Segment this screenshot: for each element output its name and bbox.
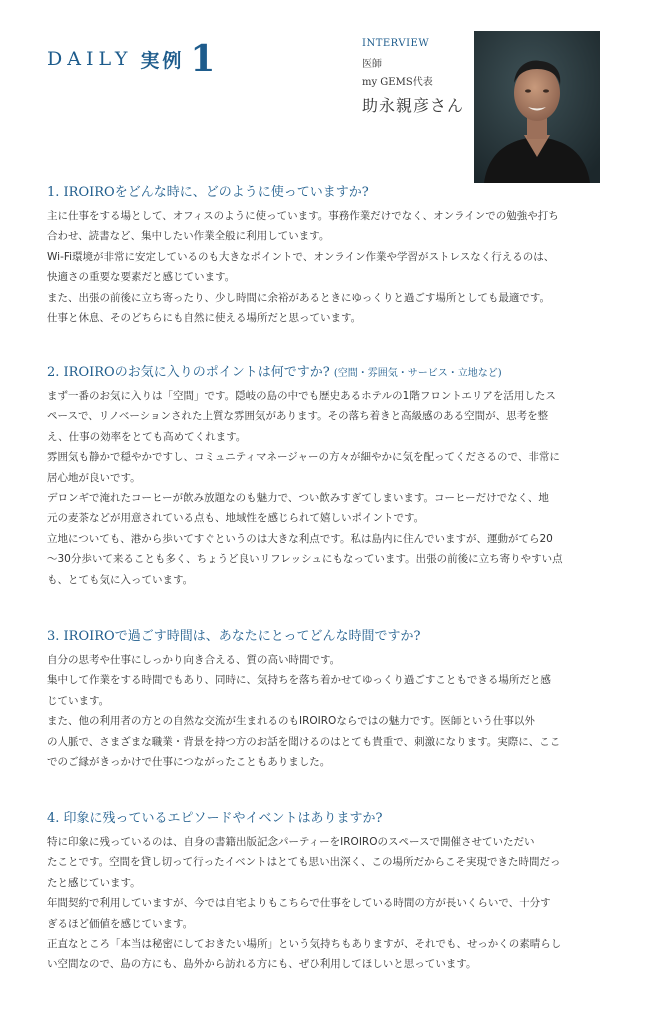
qa-section-3 — [47, 625, 605, 772]
answer-4 — [47, 832, 605, 975]
interviewee-role: 医師 — [362, 59, 382, 70]
answer-line: も、とても気に入っています。 — [47, 573, 194, 586]
answer-line: 快適さの重要な要素だと感じています。 — [47, 271, 236, 284]
answer-line: い空間なので、島の方にも、島外から訪れる方にも、ぜひ利用してほしいと思っています。 — [47, 958, 477, 971]
portrait-illustration — [474, 31, 600, 183]
question-1: 1. IROIROをどんな時に、どのように使っていますか? — [47, 185, 369, 200]
answer-line: 仕事と休息、そのどちらにも自然に使える場所だと思っています。 — [47, 312, 362, 325]
answer-line: Wi-Fi環境が非常に安定しているのも大きなポイントで、オンライン作業や学習がストレスなく行えるのは、 — [47, 250, 555, 263]
interviewee-info — [362, 38, 464, 116]
page-title — [47, 38, 215, 80]
interviewee-org: my GEMS代表 — [362, 77, 433, 88]
answer-line: じています。 — [47, 694, 110, 707]
answer-line: 自分の思考や仕事にしっかり向き合える、質の高い時間です。 — [47, 654, 341, 666]
question-2-note: (空間・雰囲気・サービス・立地など) — [333, 368, 502, 379]
answer-line: ペースで、リノベーションされた上質な雰囲気があります。その落ち着きと高級感のある空間が、思考を整 — [47, 410, 549, 423]
title-jp: 実例 — [140, 49, 185, 72]
answer-line: まず一番のお気に入りは「空間」です。隠岐の島の中でも歴史あるホテルの1階フロントエリアを活用したス — [47, 390, 556, 402]
answer-3 — [47, 650, 605, 772]
answer-line: 雰囲気も静かで穏やかですし、コミュニティマネージャーの方々が細やかに気を配ってくださるので、非常に — [47, 451, 560, 464]
question-4: 4. 印象に残っているエピソードやイベントはありますか? — [47, 811, 383, 826]
interview-label: INTERVIEW — [362, 38, 430, 49]
answer-line: の人脈で、さまざまな職業・背景を持つ方のお話を聞けるのはとても貴重で、刺激になります。実際に、ここ — [47, 735, 561, 748]
answer-line: 正直なところ「本当は秘密にしておきたい場所」という気持ちもありますが、それでも、せっかくの素晴らし — [47, 938, 562, 951]
qa-section-2 — [47, 361, 605, 590]
answer-line: 立地についても、港から歩いてすぐというのは大きな利点です。私は島内に住んでいますが、運動がてら20 — [47, 532, 553, 545]
answer-line: え、仕事の効率をとても高めてくれます。 — [47, 430, 247, 443]
title-number: 1 — [190, 38, 216, 80]
title-latin: DAILY — [47, 48, 133, 70]
answer-line: たと感じています。 — [47, 876, 141, 889]
question-2-text: 2. IROIROのお気に入りのポイントは何ですか? — [47, 365, 330, 380]
answer-line: 元の麦茶などが用意されている点も、地域性を感じられて嬉しいポイントです。 — [47, 512, 425, 525]
portrait-photo — [474, 31, 600, 183]
answer-line: デロンギで淹れたコーヒーが飲み放題なのも魅力で、つい飲みすぎてしまいます。コーヒーだけでなく、地 — [47, 492, 549, 505]
qa-section-4 — [47, 807, 605, 975]
question-2 — [47, 361, 605, 380]
answer-line: また、他の利用者の方との自然な交流が生まれるのもIROIROならではの魅力です。医師という仕事以外 — [47, 715, 535, 728]
answer-line: 主に仕事をする場として、オフィスのように使っています。事務作業だけでなく、オンラインでの勉強や打ち — [47, 210, 559, 222]
answer-line: 年間契約で利用していますが、今では自宅よりもこちらで仕事をしている時間の方が長いくらいで、十分す — [47, 897, 551, 910]
qa-section-1 — [47, 181, 605, 328]
answer-line: 〜30分歩いて来ることも多く、ちょうど良いリフレッシュにもなっています。出張の前後に立ち寄りやすい点 — [47, 553, 563, 566]
answer-line: 特に印象に残っているのは、自身の書籍出版記念パーティーをIROIROのスペースで開催させていただい — [47, 836, 535, 848]
answer-line: たことです。空間を貸し切って行ったイベントはとても思い出深く、この場所だからこそ実現できた時間だっ — [47, 856, 561, 869]
answer-line: ぎるほど価値を感じています。 — [47, 917, 194, 930]
answer-1 — [47, 206, 605, 328]
answer-line: 居心地が良いです。 — [47, 471, 141, 484]
answer-line: また、出張の前後に立ち寄ったり、少し時間に余裕があるときにゆっくりと過ごす場所としても最適です。 — [47, 291, 551, 304]
answer-2 — [47, 386, 605, 590]
interviewee-name: 助永親彦さん — [362, 96, 465, 115]
question-3: 3. IROIROで過ごす時間は、あなたにとってどんな時間ですか? — [47, 629, 421, 644]
answer-line: 集中して作業をする時間でもあり、同時に、気持ちを落ち着かせてゆっくり過ごすこともできる場所だと感 — [47, 674, 551, 687]
answer-line: 合わせ、読書など、集中したい作業全般に利用しています。 — [47, 230, 330, 243]
answer-line: でのご縁がきっかけで仕事につながったこともありました。 — [47, 756, 331, 769]
